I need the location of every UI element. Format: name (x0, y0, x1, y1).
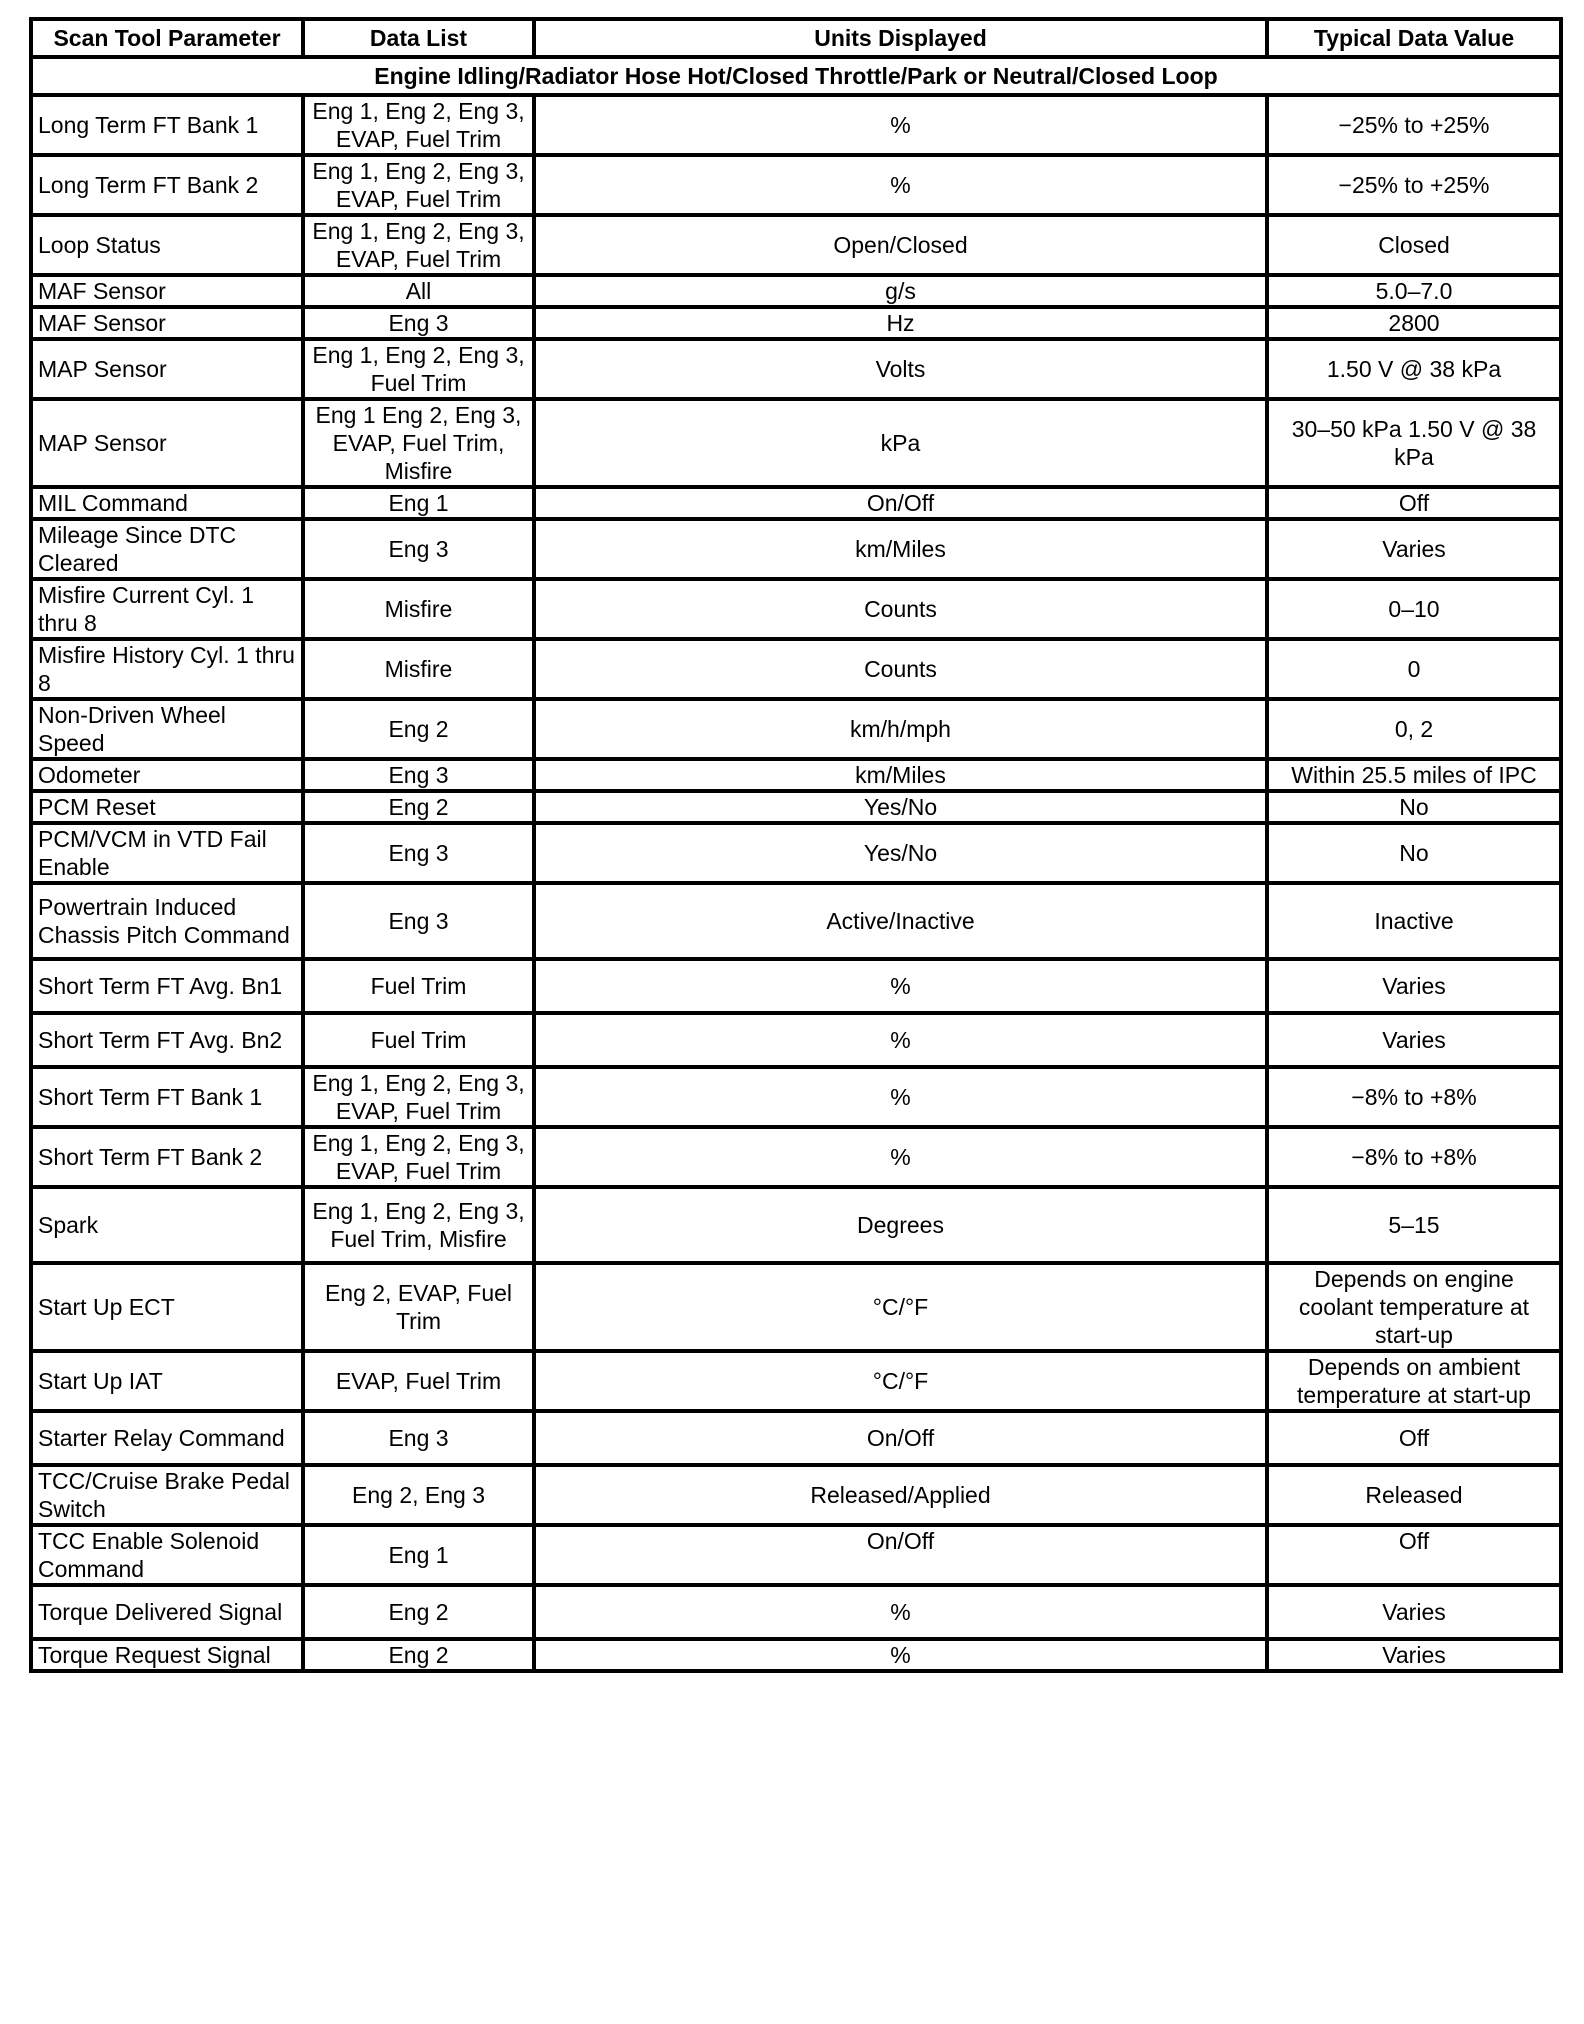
units-cell: °C/°F (534, 1351, 1267, 1411)
parameter-cell: Starter Relay Command (31, 1411, 303, 1465)
typical-value-cell: 0 (1267, 639, 1561, 699)
units-cell: Open/Closed (534, 215, 1267, 275)
data-list-cell: Misfire (303, 579, 534, 639)
typical-value-cell: 5.0–7.0 (1267, 275, 1561, 307)
units-cell: km/Miles (534, 759, 1267, 791)
parameter-cell: Torque Delivered Signal (31, 1585, 303, 1639)
table-row (31, 519, 1561, 579)
parameter-cell: Short Term FT Bank 2 (31, 1127, 303, 1187)
typical-value-cell: Off (1267, 1411, 1561, 1465)
table-row (31, 275, 1561, 307)
units-cell: kPa (534, 399, 1267, 487)
units-cell: °C/°F (534, 1263, 1267, 1351)
parameter-cell: Loop Status (31, 215, 303, 275)
typical-value-cell: Varies (1267, 959, 1561, 1013)
table-row (31, 1187, 1561, 1263)
table-row (31, 1013, 1561, 1067)
typical-value-cell: 0–10 (1267, 579, 1561, 639)
parameter-cell: Powertrain Induced Chassis Pitch Command (31, 883, 303, 959)
data-list-cell: Eng 1, Eng 2, Eng 3, EVAP, Fuel Trim (303, 95, 534, 155)
parameter-cell: PCM/VCM in VTD Fail Enable (31, 823, 303, 883)
table-row (31, 959, 1561, 1013)
data-list-cell: Eng 3 (303, 519, 534, 579)
parameter-cell: Spark (31, 1187, 303, 1263)
parameter-cell: MAP Sensor (31, 339, 303, 399)
typical-value-cell: 30–50 kPa 1.50 V @ 38 kPa (1267, 399, 1561, 487)
parameter-cell: Short Term FT Avg. Bn1 (31, 959, 303, 1013)
data-list-cell: Eng 3 (303, 883, 534, 959)
table-row (31, 487, 1561, 519)
table-row (31, 1263, 1561, 1351)
header-data-list: Data List (303, 19, 534, 57)
data-list-cell: Eng 2, EVAP, Fuel Trim (303, 1263, 534, 1351)
table-row (31, 1525, 1561, 1585)
units-cell: Degrees (534, 1187, 1267, 1263)
parameter-cell: Long Term FT Bank 2 (31, 155, 303, 215)
units-cell: Hz (534, 307, 1267, 339)
typical-value-cell: Inactive (1267, 883, 1561, 959)
data-list-cell: Eng 2 (303, 699, 534, 759)
table-row (31, 307, 1561, 339)
data-list-cell: Eng 1, Eng 2, Eng 3, EVAP, Fuel Trim (303, 215, 534, 275)
typical-value-cell: Varies (1267, 1639, 1561, 1671)
units-cell: Yes/No (534, 791, 1267, 823)
typical-value-cell: Off (1267, 1525, 1561, 1585)
table-row (31, 1127, 1561, 1187)
typical-value-cell: Depends on ambient temperature at start-up (1267, 1351, 1561, 1411)
parameter-cell: MAF Sensor (31, 307, 303, 339)
units-cell: g/s (534, 275, 1267, 307)
data-list-cell: EVAP, Fuel Trim (303, 1351, 534, 1411)
table-row (31, 791, 1561, 823)
parameter-cell: Long Term FT Bank 1 (31, 95, 303, 155)
data-list-cell: Eng 1, Eng 2, Eng 3, Fuel Trim (303, 339, 534, 399)
units-cell: Volts (534, 339, 1267, 399)
table-row (31, 1067, 1561, 1127)
parameter-cell: Non-Driven Wheel Speed (31, 699, 303, 759)
table-row (31, 759, 1561, 791)
units-cell: Counts (534, 639, 1267, 699)
data-list-cell: Eng 2, Eng 3 (303, 1465, 534, 1525)
units-cell: % (534, 1127, 1267, 1187)
units-cell: On/Off (534, 1525, 1267, 1585)
typical-value-cell: Varies (1267, 1585, 1561, 1639)
typical-value-cell: Off (1267, 487, 1561, 519)
typical-value-cell: Varies (1267, 1013, 1561, 1067)
table-row (31, 95, 1561, 155)
units-cell: % (534, 155, 1267, 215)
units-cell: Active/Inactive (534, 883, 1267, 959)
data-list-cell: Eng 3 (303, 307, 534, 339)
units-cell: % (534, 1013, 1267, 1067)
units-cell: % (534, 1067, 1267, 1127)
table-row (31, 155, 1561, 215)
typical-value-cell: No (1267, 791, 1561, 823)
typical-value-cell: −25% to +25% (1267, 155, 1561, 215)
table-row (31, 215, 1561, 275)
table-row (31, 399, 1561, 487)
parameter-cell: Misfire Current Cyl. 1 thru 8 (31, 579, 303, 639)
units-cell: km/Miles (534, 519, 1267, 579)
parameter-cell: MIL Command (31, 487, 303, 519)
section-row (31, 57, 1561, 95)
parameter-cell: Short Term FT Avg. Bn2 (31, 1013, 303, 1067)
parameter-cell: Misfire History Cyl. 1 thru 8 (31, 639, 303, 699)
table-row (31, 883, 1561, 959)
table-row (31, 1465, 1561, 1525)
table-row (31, 699, 1561, 759)
table-row (31, 639, 1561, 699)
units-cell: Yes/No (534, 823, 1267, 883)
data-list-cell: All (303, 275, 534, 307)
data-list-cell: Eng 1, Eng 2, Eng 3, Fuel Trim, Misfire (303, 1187, 534, 1263)
data-list-cell: Eng 1, Eng 2, Eng 3, EVAP, Fuel Trim (303, 1127, 534, 1187)
table-row (31, 1639, 1561, 1671)
header-units: Units Displayed (534, 19, 1267, 57)
units-cell: % (534, 95, 1267, 155)
header-parameter: Scan Tool Parameter (31, 19, 303, 57)
units-cell: Released/Applied (534, 1465, 1267, 1525)
typical-value-cell: Within 25.5 miles of IPC (1267, 759, 1561, 791)
typical-value-cell: −8% to +8% (1267, 1067, 1561, 1127)
typical-value-cell: Varies (1267, 519, 1561, 579)
data-list-cell: Eng 1 (303, 1525, 534, 1585)
parameter-cell: Start Up ECT (31, 1263, 303, 1351)
parameter-cell: MAF Sensor (31, 275, 303, 307)
data-list-cell: Eng 1, Eng 2, Eng 3, EVAP, Fuel Trim (303, 1067, 534, 1127)
table-row (31, 1585, 1561, 1639)
typical-value-cell: 2800 (1267, 307, 1561, 339)
typical-value-cell: No (1267, 823, 1561, 883)
data-list-cell: Eng 3 (303, 1411, 534, 1465)
units-cell: On/Off (534, 1411, 1267, 1465)
data-list-cell: Misfire (303, 639, 534, 699)
data-list-cell: Eng 3 (303, 823, 534, 883)
parameter-cell: PCM Reset (31, 791, 303, 823)
typical-value-cell: 1.50 V @ 38 kPa (1267, 339, 1561, 399)
typical-value-cell: −25% to +25% (1267, 95, 1561, 155)
header-row (31, 19, 1561, 57)
typical-value-cell: −8% to +8% (1267, 1127, 1561, 1187)
parameter-cell: TCC Enable Solenoid Command (31, 1525, 303, 1585)
data-list-cell: Eng 2 (303, 1639, 534, 1671)
table-row (31, 1411, 1561, 1465)
data-list-cell: Fuel Trim (303, 1013, 534, 1067)
section-title: Engine Idling/Radiator Hose Hot/Closed Throttle/Park or Neutral/Closed Loop (31, 57, 1561, 95)
typical-value-cell: Depends on engine coolant temperature at start-up (1267, 1263, 1561, 1351)
typical-value-cell: 0, 2 (1267, 699, 1561, 759)
units-cell: % (534, 1639, 1267, 1671)
parameter-cell: Torque Request Signal (31, 1639, 303, 1671)
scan-tool-data-table (29, 17, 1563, 1673)
typical-value-cell: Closed (1267, 215, 1561, 275)
parameter-cell: Short Term FT Bank 1 (31, 1067, 303, 1127)
table-row (31, 579, 1561, 639)
table-row (31, 339, 1561, 399)
parameter-cell: TCC/Cruise Brake Pedal Switch (31, 1465, 303, 1525)
parameter-cell: MAP Sensor (31, 399, 303, 487)
data-list-cell: Eng 2 (303, 1585, 534, 1639)
table-row (31, 823, 1561, 883)
parameter-cell: Start Up IAT (31, 1351, 303, 1411)
table-row (31, 1351, 1561, 1411)
data-list-cell: Eng 1 Eng 2, Eng 3, EVAP, Fuel Trim, Misfire (303, 399, 534, 487)
data-list-cell: Fuel Trim (303, 959, 534, 1013)
data-list-cell: Eng 3 (303, 759, 534, 791)
units-cell: Counts (534, 579, 1267, 639)
units-cell: % (534, 959, 1267, 1013)
typical-value-cell: Released (1267, 1465, 1561, 1525)
typical-value-cell: 5–15 (1267, 1187, 1561, 1263)
parameter-cell: Mileage Since DTC Cleared (31, 519, 303, 579)
data-list-cell: Eng 1 (303, 487, 534, 519)
units-cell: On/Off (534, 487, 1267, 519)
parameter-cell: Odometer (31, 759, 303, 791)
units-cell: % (534, 1585, 1267, 1639)
data-list-cell: Eng 2 (303, 791, 534, 823)
units-cell: km/h/mph (534, 699, 1267, 759)
header-typical: Typical Data Value (1267, 19, 1561, 57)
data-list-cell: Eng 1, Eng 2, Eng 3, EVAP, Fuel Trim (303, 155, 534, 215)
